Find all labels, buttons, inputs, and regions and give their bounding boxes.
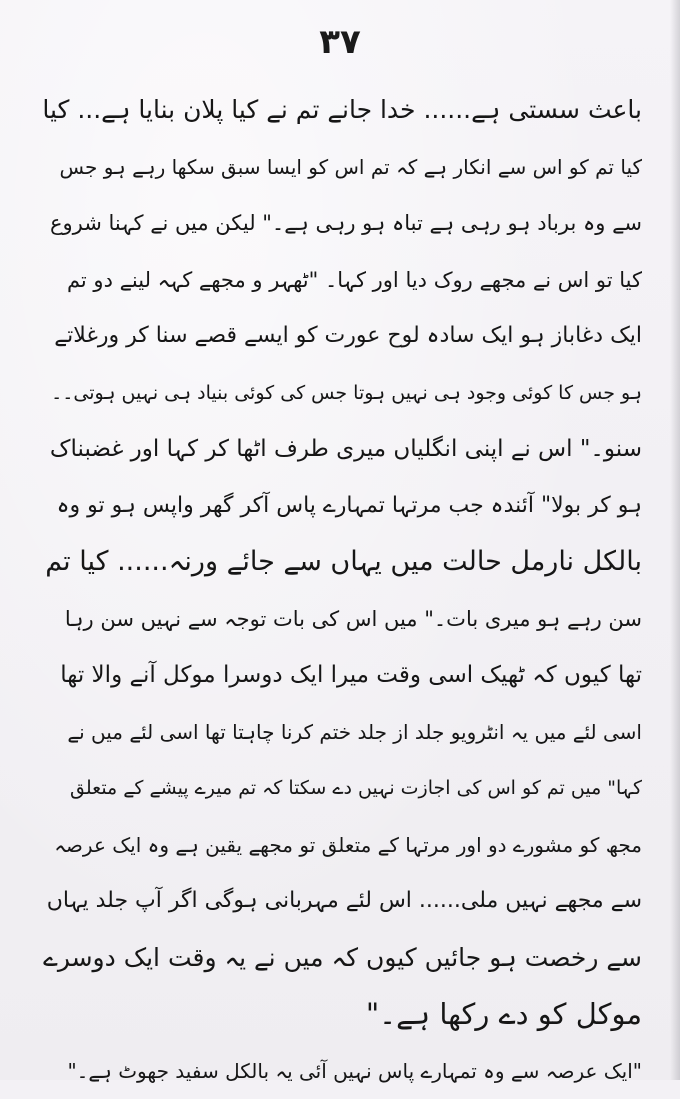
text-line: مجھ کو مشورے دو اور مرتہا کے متعلق تو مجھے یقین ہے وہ ایک عرصہ (42, 817, 642, 874)
text-line: تھا کیوں کہ ٹھیک اسی وقت میرا ایک دوسرا موکل آنے والا تھا (42, 647, 642, 704)
text-line: سے وہ برباد ہو رہی ہے تباہ ہو رہی ہے۔" لیکن میں نے کہنا شروع (42, 195, 642, 252)
text-line: ہو جس کا کوئی وجود ہی نہیں ہوتا جس کی کوئی بنیاد ہی نہیں ہوتی۔۔ (42, 365, 642, 422)
text-line: "ایک عرصہ سے وہ تمہارے پاس نہیں آئی یہ بالکل سفید جھوٹ ہے۔" (42, 1043, 642, 1099)
urdu-text-block (42, 82, 642, 1099)
text-line: ہو کر بولا" آئندہ جب مرتہا تمہارے پاس آکر گھر واپس ہو تو وہ (42, 478, 642, 535)
page-number: ۳۷ (0, 22, 680, 62)
text-line: سے رخصت ہو جائیں کیوں کہ میں نے یہ وقت ایک دوسرے (42, 930, 642, 987)
text-line: سنو۔" اس نے اپنی انگلیاں میری طرف اٹھا کر کہا اور غضبناک (42, 421, 642, 478)
text-line: ایک دغاباز ہو ایک سادہ لوح عورت کو ایسے قصے سنا کر ورغلاتے (42, 308, 642, 365)
text-line: کیا تو اس نے مجھے روک دیا اور کہا۔ "ٹھہر و مجھے کہہ لینے دو تم (42, 252, 642, 309)
text-line: سے مجھے نہیں ملی...... اس لئے مہربانی ہوگی اگر آپ جلد یہاں (42, 873, 642, 930)
text-line: اسی لئے میں یہ انٹرویو جلد از جلد ختم کرنا چاہتا تھا اسی لئے میں نے (42, 704, 642, 761)
text-line: باعث سستی ہے...... خدا جانے تم نے کیا پلان بنایا ہے... کیا (42, 82, 642, 139)
page-edge-shadow (670, 0, 680, 1080)
text-line: سن رہے ہو میری بات۔" میں اس کی بات توجہ سے نہیں سن رہا (42, 591, 642, 648)
text-line: کہا" میں تم کو اس کی اجازت نہیں دے سکتا کہ تم میرے پیشے کے متعلق (42, 760, 642, 817)
text-line: موکل کو دے رکھا ہے۔" (42, 986, 642, 1043)
text-line: کیا تم کو اس سے انکار ہے کہ تم اس کو ایسا سبق سکھا رہے ہو جس (42, 139, 642, 196)
text-line: بالکل نارمل حالت میں یہاں سے جائے ورنہ...... کیا تم (42, 534, 642, 591)
